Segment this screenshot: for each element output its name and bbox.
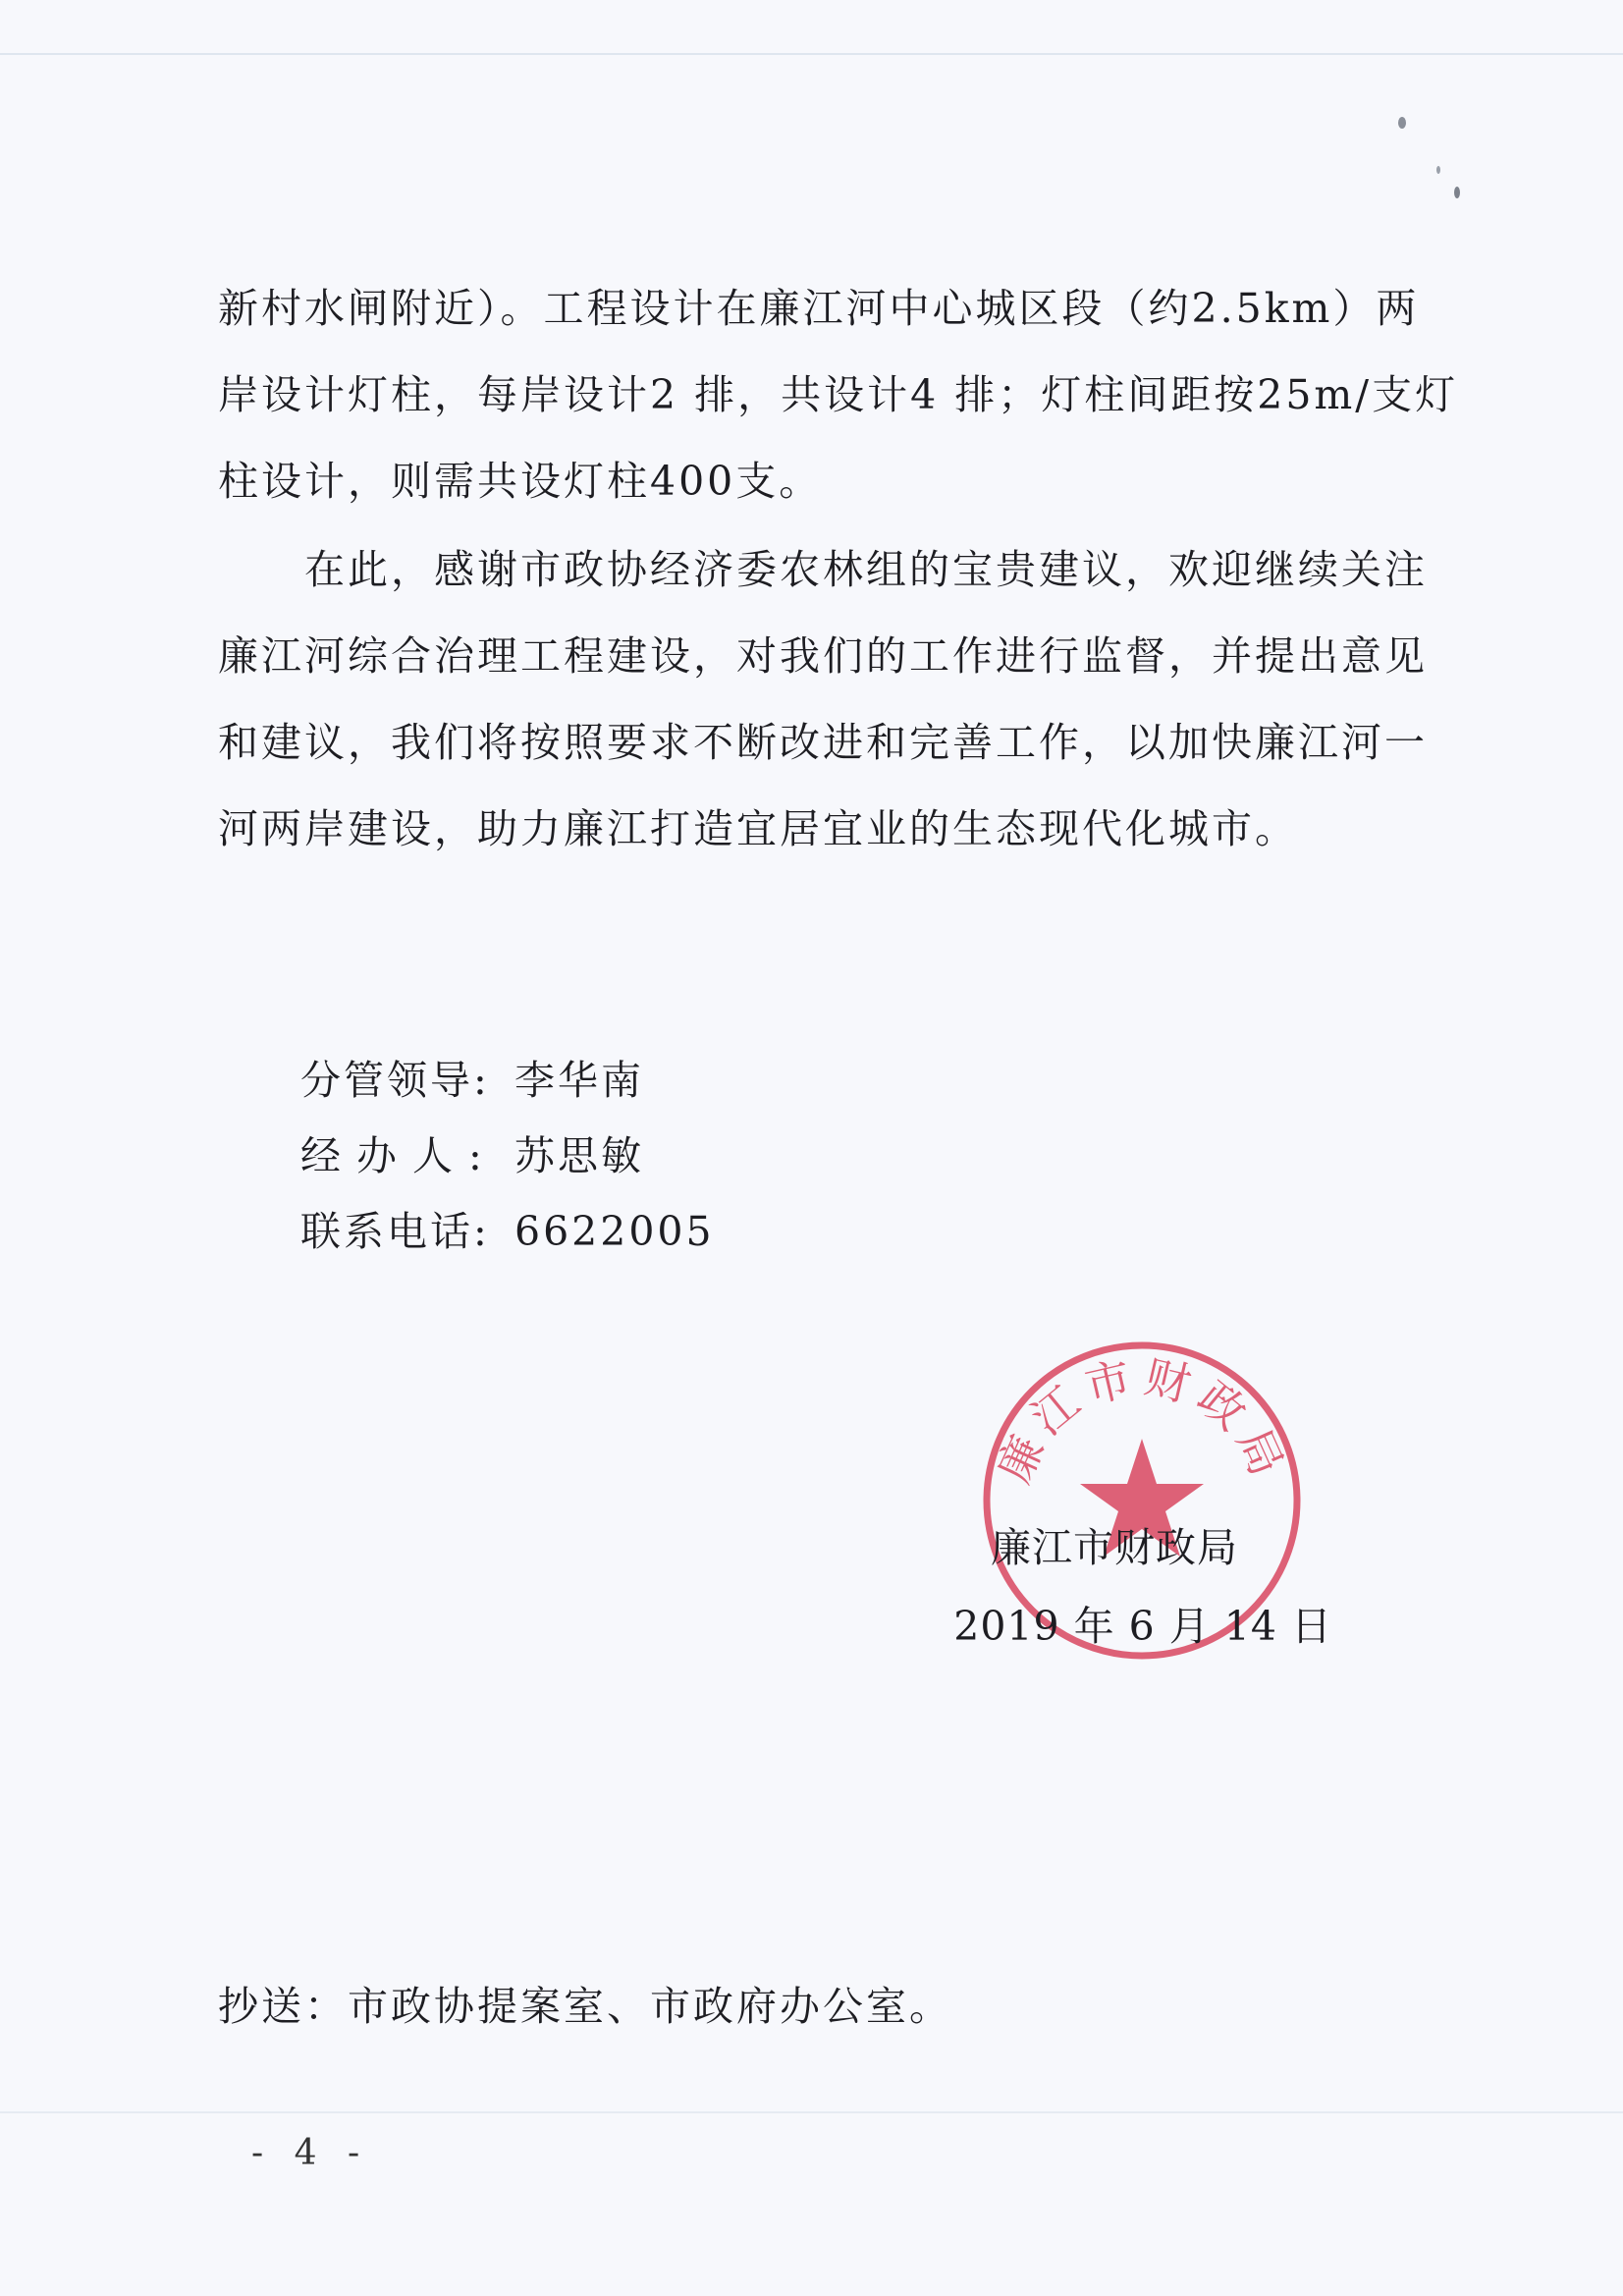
text-line: 河两岸建设，助力廉江打造宜居宜业的生态现代化城市。: [218, 805, 1298, 852]
phone-number: 6622005: [514, 1208, 715, 1255]
text-line: 柱设计，则需共设灯柱400支。: [218, 458, 823, 505]
text-line: 在此，感谢市政协经济委农林组的宝贵建议，欢迎继续关注: [304, 546, 1428, 593]
phone-row: [300, 1194, 715, 1270]
leader-row: [300, 1043, 715, 1119]
text-line: 廉江河综合治理工程建设，对我们的工作进行监督，并提出意见: [218, 632, 1428, 680]
issue-date: 2019 年 6 月 14 日: [953, 1603, 1332, 1650]
body-paragraph-1: [218, 265, 1459, 524]
handler-name: 苏思敏: [514, 1132, 644, 1179]
svg-text:廉江市财政局: 廉江市财政局: [987, 1349, 1297, 1491]
signature-block: [953, 1508, 1332, 1666]
text-line: 新村水闸附近）。工程设计在廉江河中心城区段（约2.5km）两: [218, 285, 1420, 332]
text-line: 和建议，我们将按照要求不断改进和完善工作，以加快廉江河一: [218, 719, 1428, 766]
text-line: 岸设计灯柱，每岸设计2 排，共设计4 排；灯柱间距按25m/支灯: [218, 371, 1459, 418]
cc-line: 抄送：市政协提案室、市政府办公室。: [218, 1983, 952, 2030]
bottom-scan-line: [0, 2111, 1623, 2113]
scan-specks: [0, 0, 1623, 255]
handler-row: [300, 1119, 715, 1194]
handler-label: 经办人:: [300, 1132, 498, 1179]
contact-block: [300, 1043, 715, 1270]
leader-name: 李华南: [514, 1057, 644, 1104]
leader-label: 分管领导:: [300, 1057, 490, 1104]
issuing-organization: 廉江市财政局: [991, 1524, 1238, 1571]
page-number: - 4 -: [251, 2133, 370, 2173]
phone-label: 联系电话:: [300, 1208, 490, 1255]
body-paragraph-2: [218, 526, 1428, 872]
